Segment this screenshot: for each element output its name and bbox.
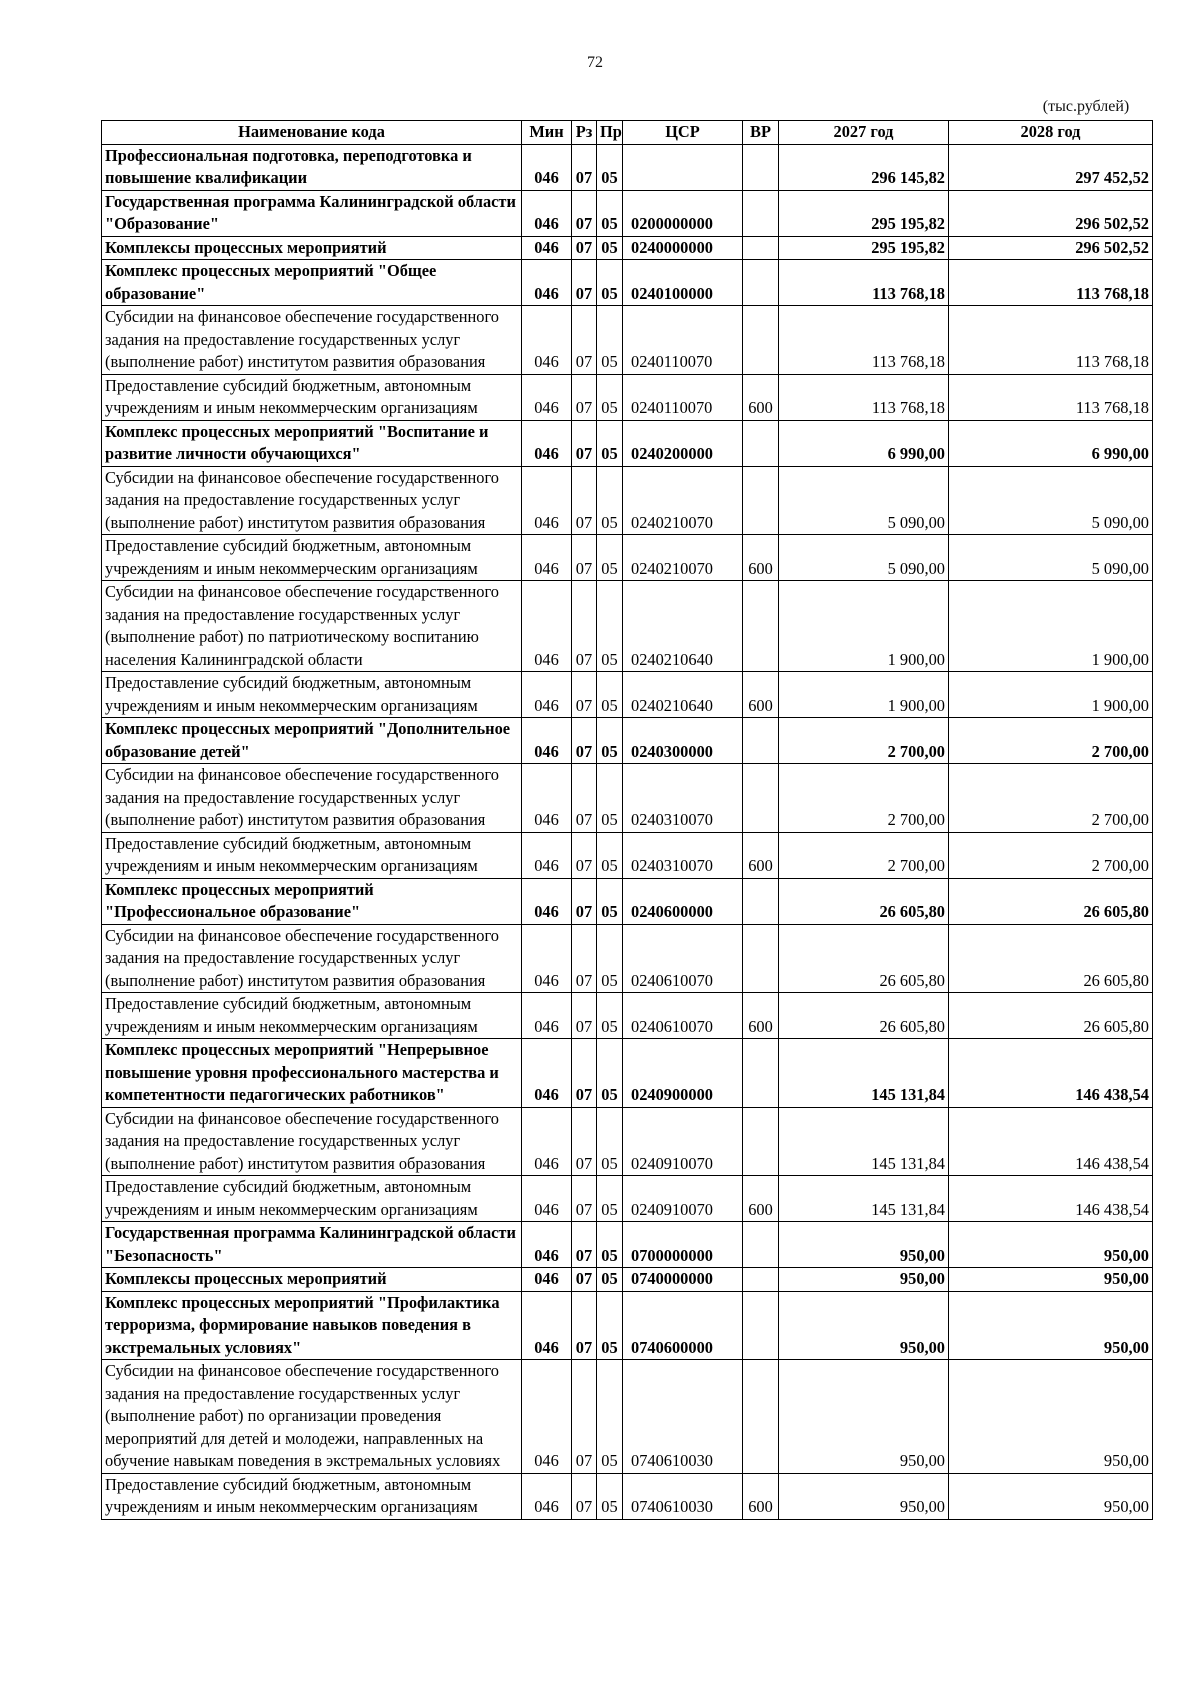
cell-pr: 05	[597, 1268, 623, 1292]
cell-name: Комплекс процессных мероприятий "Профессиональное образование"	[102, 878, 522, 924]
cell-pr: 05	[597, 993, 623, 1039]
budget-table	[101, 120, 1153, 1520]
cell-name: Субсидии на финансовое обеспечение государственного задания на предоставление государственных услуг (выполнение работ) институтом развития образования	[102, 466, 522, 535]
cell-csr: 0200000000	[623, 190, 743, 236]
cell-rz: 07	[572, 1268, 597, 1292]
cell-csr: 0240100000	[623, 260, 743, 306]
cell-vr	[743, 1039, 779, 1108]
cell-2028: 5 090,00	[949, 466, 1153, 535]
header-2028: 2028 год	[949, 121, 1153, 145]
cell-2028: 26 605,80	[949, 993, 1153, 1039]
cell-vr	[743, 764, 779, 833]
table-row	[102, 924, 1153, 993]
page-number: 72	[587, 54, 603, 71]
cell-2028: 113 768,18	[949, 306, 1153, 375]
cell-csr: 0740600000	[623, 1291, 743, 1360]
cell-min: 046	[522, 260, 572, 306]
cell-pr: 05	[597, 1176, 623, 1222]
cell-csr: 0740000000	[623, 1268, 743, 1292]
cell-pr: 05	[597, 1291, 623, 1360]
cell-csr: 0240310070	[623, 764, 743, 833]
cell-rz: 07	[572, 1176, 597, 1222]
table-row	[102, 1473, 1153, 1519]
cell-min: 046	[522, 535, 572, 581]
cell-csr: 0240910070	[623, 1176, 743, 1222]
cell-csr	[623, 144, 743, 190]
table-row	[102, 581, 1153, 672]
cell-2028: 146 438,54	[949, 1176, 1153, 1222]
cell-2028: 6 990,00	[949, 420, 1153, 466]
cell-pr: 05	[597, 144, 623, 190]
cell-csr: 0240310070	[623, 832, 743, 878]
header-min: Мин	[522, 121, 572, 145]
cell-vr	[743, 581, 779, 672]
cell-vr: 600	[743, 535, 779, 581]
cell-2027: 145 131,84	[779, 1107, 949, 1176]
table-row	[102, 1039, 1153, 1108]
cell-2027: 113 768,18	[779, 306, 949, 375]
cell-2028: 26 605,80	[949, 878, 1153, 924]
cell-vr	[743, 878, 779, 924]
cell-min: 046	[522, 924, 572, 993]
cell-2027: 1 900,00	[779, 672, 949, 718]
cell-csr: 0240210070	[623, 466, 743, 535]
cell-2027: 1 900,00	[779, 581, 949, 672]
cell-pr: 05	[597, 306, 623, 375]
cell-pr: 05	[597, 581, 623, 672]
cell-2027: 950,00	[779, 1268, 949, 1292]
table-row	[102, 535, 1153, 581]
table-row	[102, 236, 1153, 260]
cell-2027: 5 090,00	[779, 466, 949, 535]
cell-2028: 5 090,00	[949, 535, 1153, 581]
cell-vr: 600	[743, 672, 779, 718]
table-row	[102, 993, 1153, 1039]
cell-pr: 05	[597, 1473, 623, 1519]
cell-vr: 600	[743, 832, 779, 878]
cell-2027: 2 700,00	[779, 764, 949, 833]
cell-vr	[743, 1268, 779, 1292]
cell-pr: 05	[597, 924, 623, 993]
cell-2028: 146 438,54	[949, 1039, 1153, 1108]
cell-min: 046	[522, 420, 572, 466]
cell-vr	[743, 1222, 779, 1268]
header-vr: ВР	[743, 121, 779, 145]
cell-min: 046	[522, 878, 572, 924]
cell-2027: 950,00	[779, 1291, 949, 1360]
table-header-row	[102, 121, 1153, 145]
cell-vr	[743, 1360, 779, 1474]
cell-min: 046	[522, 1039, 572, 1108]
cell-rz: 07	[572, 190, 597, 236]
cell-2028: 297 452,52	[949, 144, 1153, 190]
cell-2028: 1 900,00	[949, 581, 1153, 672]
table-row	[102, 1107, 1153, 1176]
cell-rz: 07	[572, 1473, 597, 1519]
cell-2027: 145 131,84	[779, 1176, 949, 1222]
cell-csr: 0700000000	[623, 1222, 743, 1268]
cell-pr: 05	[597, 260, 623, 306]
cell-min: 046	[522, 466, 572, 535]
cell-name: Субсидии на финансовое обеспечение государственного задания на предоставление государственных услуг (выполнение работ) институтом развития образования	[102, 1107, 522, 1176]
cell-min: 046	[522, 236, 572, 260]
cell-rz: 07	[572, 672, 597, 718]
cell-vr	[743, 1291, 779, 1360]
cell-vr: 600	[743, 993, 779, 1039]
cell-2027: 26 605,80	[779, 993, 949, 1039]
cell-vr: 600	[743, 1176, 779, 1222]
cell-rz: 07	[572, 535, 597, 581]
cell-name: Предоставление субсидий бюджетным, автономным учреждениям и иным некоммерческим организациям	[102, 374, 522, 420]
table-row	[102, 1291, 1153, 1360]
cell-csr: 0240210640	[623, 672, 743, 718]
cell-csr: 0240110070	[623, 306, 743, 375]
cell-vr	[743, 306, 779, 375]
table-row	[102, 718, 1153, 764]
cell-pr: 05	[597, 1222, 623, 1268]
cell-min: 046	[522, 764, 572, 833]
header-2027: 2027 год	[779, 121, 949, 145]
cell-2028: 950,00	[949, 1291, 1153, 1360]
cell-csr: 0240900000	[623, 1039, 743, 1108]
cell-2027: 113 768,18	[779, 260, 949, 306]
cell-csr: 0240110070	[623, 374, 743, 420]
cell-csr: 0240210640	[623, 581, 743, 672]
header-csr: ЦСР	[623, 121, 743, 145]
cell-name: Комплексы процессных мероприятий	[102, 236, 522, 260]
cell-min: 046	[522, 718, 572, 764]
cell-rz: 07	[572, 144, 597, 190]
cell-min: 046	[522, 144, 572, 190]
cell-rz: 07	[572, 581, 597, 672]
cell-2028: 296 502,52	[949, 236, 1153, 260]
cell-pr: 05	[597, 1360, 623, 1474]
cell-2028: 950,00	[949, 1222, 1153, 1268]
header-rz: Рз	[572, 121, 597, 145]
table-row	[102, 764, 1153, 833]
cell-rz: 07	[572, 306, 597, 375]
cell-name: Государственная программа Калининградской области "Безопасность"	[102, 1222, 522, 1268]
cell-name: Предоставление субсидий бюджетным, автономным учреждениям и иным некоммерческим организациям	[102, 535, 522, 581]
cell-pr: 05	[597, 420, 623, 466]
cell-2027: 950,00	[779, 1360, 949, 1474]
cell-pr: 05	[597, 718, 623, 764]
cell-pr: 05	[597, 535, 623, 581]
cell-name: Государственная программа Калининградской области "Образование"	[102, 190, 522, 236]
table-row	[102, 260, 1153, 306]
cell-vr	[743, 236, 779, 260]
cell-name: Предоставление субсидий бюджетным, автономным учреждениям и иным некоммерческим организациям	[102, 832, 522, 878]
cell-rz: 07	[572, 1222, 597, 1268]
table-row	[102, 878, 1153, 924]
cell-name: Предоставление субсидий бюджетным, автономным учреждениям и иным некоммерческим организациям	[102, 1176, 522, 1222]
cell-2027: 295 195,82	[779, 190, 949, 236]
cell-pr: 05	[597, 374, 623, 420]
cell-pr: 05	[597, 190, 623, 236]
cell-2028: 950,00	[949, 1473, 1153, 1519]
cell-2028: 146 438,54	[949, 1107, 1153, 1176]
cell-vr	[743, 190, 779, 236]
cell-2028: 2 700,00	[949, 718, 1153, 764]
table-row	[102, 190, 1153, 236]
cell-2028: 950,00	[949, 1268, 1153, 1292]
cell-rz: 07	[572, 832, 597, 878]
cell-name: Субсидии на финансовое обеспечение государственного задания на предоставление государственных услуг (выполнение работ) институтом развития образования	[102, 764, 522, 833]
cell-name: Профессиональная подготовка, переподготовка и повышение квалификации	[102, 144, 522, 190]
cell-2027: 950,00	[779, 1473, 949, 1519]
table-row	[102, 1268, 1153, 1292]
cell-name: Комплекс процессных мероприятий "Непрерывное повышение уровня профессионального мастерства и компетентности педагогических работников"	[102, 1039, 522, 1108]
cell-2028: 1 900,00	[949, 672, 1153, 718]
cell-rz: 07	[572, 924, 597, 993]
cell-2028: 113 768,18	[949, 374, 1153, 420]
cell-vr	[743, 1107, 779, 1176]
cell-rz: 07	[572, 718, 597, 764]
cell-vr	[743, 144, 779, 190]
cell-rz: 07	[572, 1360, 597, 1474]
table-row	[102, 1222, 1153, 1268]
cell-min: 046	[522, 1107, 572, 1176]
cell-min: 046	[522, 374, 572, 420]
cell-name: Предоставление субсидий бюджетным, автономным учреждениям и иным некоммерческим организациям	[102, 672, 522, 718]
cell-name: Предоставление субсидий бюджетным, автономным учреждениям и иным некоммерческим организациям	[102, 1473, 522, 1519]
cell-min: 046	[522, 1268, 572, 1292]
cell-rz: 07	[572, 236, 597, 260]
cell-2028: 113 768,18	[949, 260, 1153, 306]
table-row	[102, 1176, 1153, 1222]
cell-2027: 296 145,82	[779, 144, 949, 190]
cell-rz: 07	[572, 993, 597, 1039]
cell-csr: 0240200000	[623, 420, 743, 466]
cell-rz: 07	[572, 1291, 597, 1360]
cell-min: 046	[522, 581, 572, 672]
cell-name: Субсидии на финансовое обеспечение государственного задания на предоставление государственных услуг (выполнение работ) институтом развития образования	[102, 924, 522, 993]
cell-min: 046	[522, 832, 572, 878]
cell-csr: 0740610030	[623, 1360, 743, 1474]
cell-name: Комплекс процессных мероприятий "Дополнительное образование детей"	[102, 718, 522, 764]
cell-name: Комплекс процессных мероприятий "Профилактика терроризма, формирование навыков поведения в экстремальных условиях"	[102, 1291, 522, 1360]
cell-2027: 113 768,18	[779, 374, 949, 420]
cell-vr	[743, 466, 779, 535]
cell-vr	[743, 718, 779, 764]
cell-2027: 2 700,00	[779, 718, 949, 764]
table-row	[102, 374, 1153, 420]
cell-vr: 600	[743, 1473, 779, 1519]
cell-vr	[743, 260, 779, 306]
cell-csr: 0240610070	[623, 993, 743, 1039]
cell-name: Комплексы процессных мероприятий	[102, 1268, 522, 1292]
table-row	[102, 466, 1153, 535]
cell-rz: 07	[572, 374, 597, 420]
cell-2027: 295 195,82	[779, 236, 949, 260]
cell-rz: 07	[572, 260, 597, 306]
cell-2028: 26 605,80	[949, 924, 1153, 993]
cell-min: 046	[522, 306, 572, 375]
table-row	[102, 420, 1153, 466]
cell-vr	[743, 420, 779, 466]
cell-rz: 07	[572, 420, 597, 466]
cell-name: Комплекс процессных мероприятий "Общее образование"	[102, 260, 522, 306]
cell-csr: 0240000000	[623, 236, 743, 260]
cell-pr: 05	[597, 672, 623, 718]
cell-rz: 07	[572, 466, 597, 535]
cell-2027: 950,00	[779, 1222, 949, 1268]
units-label: (тыс.рублей)	[1042, 98, 1130, 115]
cell-min: 046	[522, 672, 572, 718]
cell-rz: 07	[572, 1039, 597, 1108]
cell-vr: 600	[743, 374, 779, 420]
cell-min: 046	[522, 190, 572, 236]
cell-2028: 296 502,52	[949, 190, 1153, 236]
cell-csr: 0740610030	[623, 1473, 743, 1519]
cell-2027: 2 700,00	[779, 832, 949, 878]
cell-pr: 05	[597, 764, 623, 833]
cell-2027: 26 605,80	[779, 878, 949, 924]
cell-2027: 145 131,84	[779, 1039, 949, 1108]
cell-name: Комплекс процессных мероприятий "Воспитание и развитие личности обучающихся"	[102, 420, 522, 466]
cell-name: Субсидии на финансовое обеспечение государственного задания на предоставление государственных услуг (выполнение работ) по патриотическому воспитанию населения Калининградской области	[102, 581, 522, 672]
cell-rz: 07	[572, 878, 597, 924]
cell-2027: 5 090,00	[779, 535, 949, 581]
header-pr: Пр	[597, 121, 623, 145]
table-row	[102, 672, 1153, 718]
cell-csr: 0240300000	[623, 718, 743, 764]
cell-vr	[743, 924, 779, 993]
table-row	[102, 144, 1153, 190]
table-row	[102, 1360, 1153, 1474]
cell-2028: 2 700,00	[949, 832, 1153, 878]
cell-2027: 26 605,80	[779, 924, 949, 993]
cell-rz: 07	[572, 764, 597, 833]
cell-min: 046	[522, 1176, 572, 1222]
cell-2028: 2 700,00	[949, 764, 1153, 833]
cell-pr: 05	[597, 878, 623, 924]
cell-min: 046	[522, 1473, 572, 1519]
cell-pr: 05	[597, 236, 623, 260]
cell-name: Субсидии на финансовое обеспечение государственного задания на предоставление государственных услуг (выполнение работ) по организации проведения мероприятий для детей и молодежи, направленных на обучение навыкам поведения в экстремальных условиях	[102, 1360, 522, 1474]
cell-min: 046	[522, 1222, 572, 1268]
cell-pr: 05	[597, 1039, 623, 1108]
table-row	[102, 306, 1153, 375]
header-name: Наименование кода	[102, 121, 522, 145]
cell-csr: 0240610070	[623, 924, 743, 993]
cell-csr: 0240210070	[623, 535, 743, 581]
cell-pr: 05	[597, 466, 623, 535]
cell-min: 046	[522, 1291, 572, 1360]
cell-min: 046	[522, 993, 572, 1039]
cell-rz: 07	[572, 1107, 597, 1176]
table-row	[102, 832, 1153, 878]
cell-name: Предоставление субсидий бюджетным, автономным учреждениям и иным некоммерческим организациям	[102, 993, 522, 1039]
cell-2028: 950,00	[949, 1360, 1153, 1474]
cell-pr: 05	[597, 1107, 623, 1176]
cell-min: 046	[522, 1360, 572, 1474]
cell-2027: 6 990,00	[779, 420, 949, 466]
cell-name: Субсидии на финансовое обеспечение государственного задания на предоставление государственных услуг (выполнение работ) институтом развития образования	[102, 306, 522, 375]
cell-csr: 0240910070	[623, 1107, 743, 1176]
cell-pr: 05	[597, 832, 623, 878]
cell-csr: 0240600000	[623, 878, 743, 924]
